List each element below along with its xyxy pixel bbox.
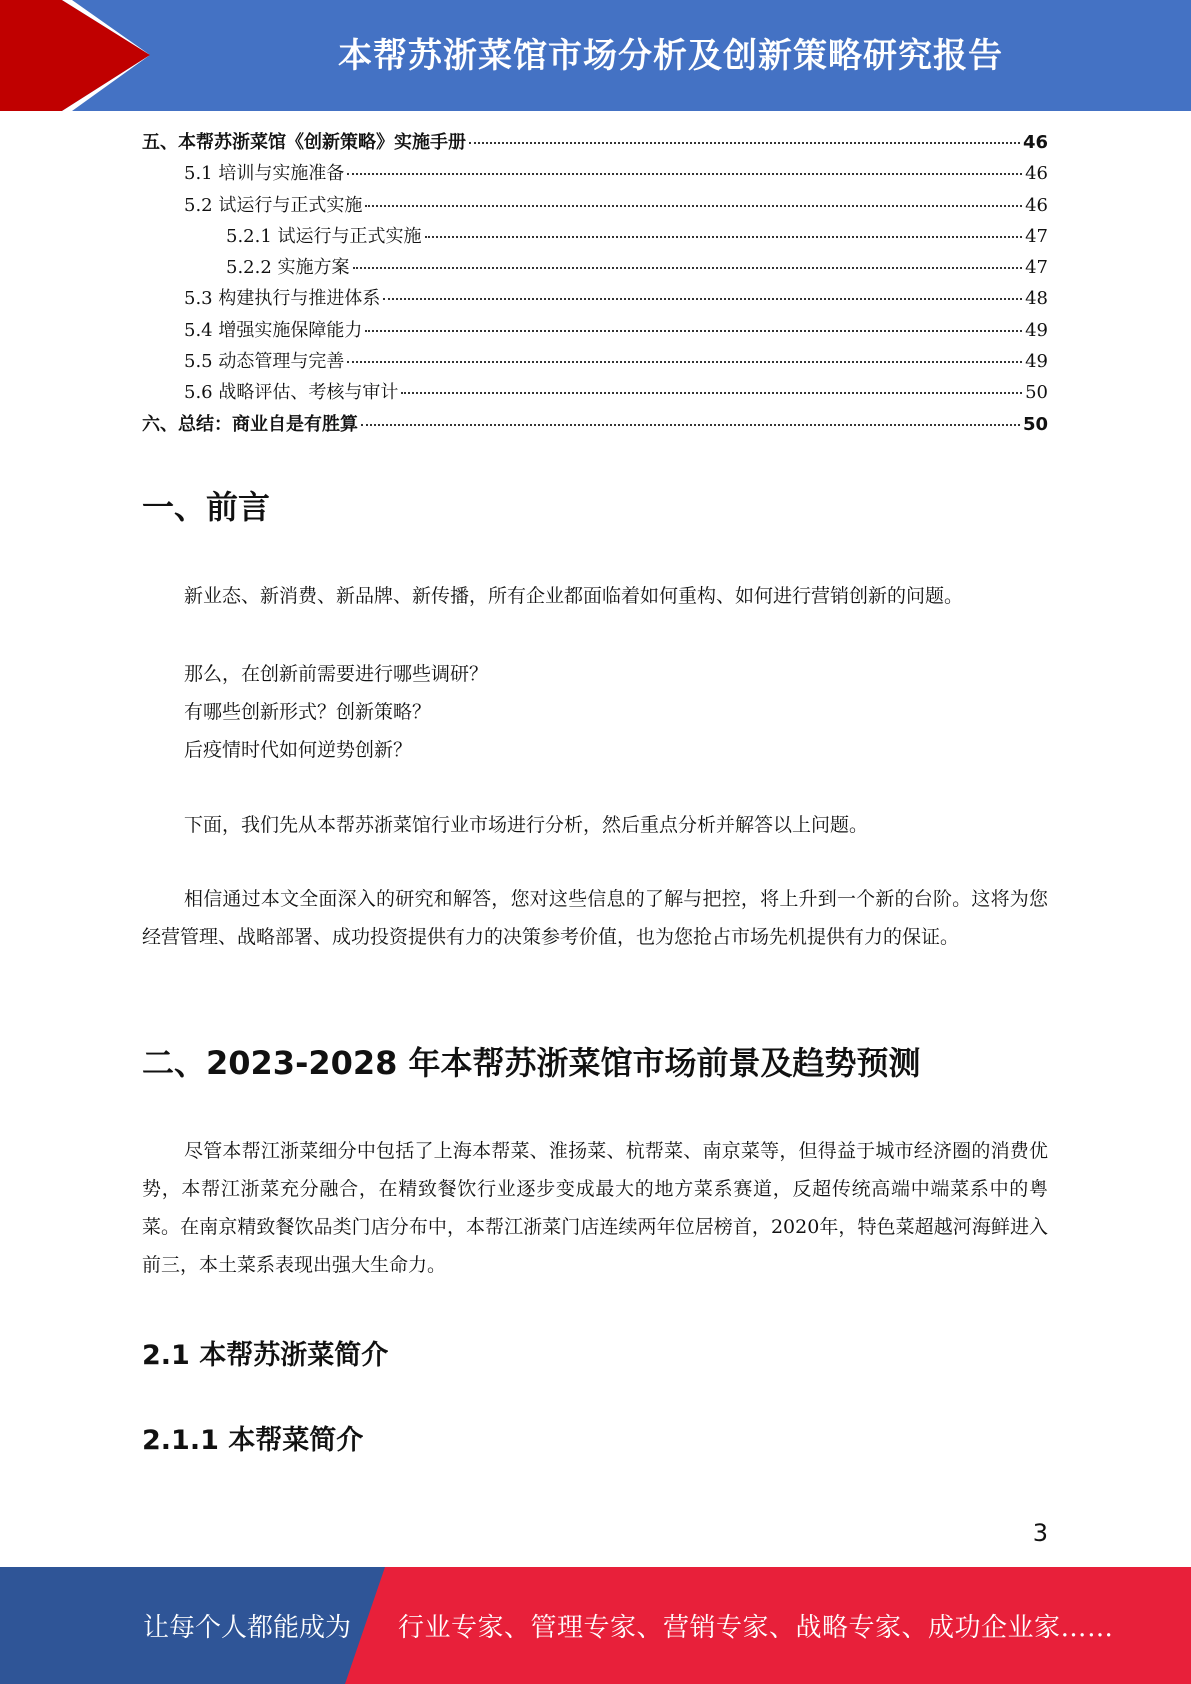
toc-leader	[469, 142, 1020, 144]
toc-entry[interactable]	[142, 378, 1048, 409]
toc-leader	[347, 361, 1022, 363]
toc-entry[interactable]	[142, 347, 1048, 378]
table-of-contents	[142, 128, 1048, 441]
toc-page: 49	[1025, 351, 1048, 373]
paragraph: 尽管本帮江浙菜细分中包括了上海本帮菜、淮扬菜、杭帮菜、南京菜等，但得益于城市经济圈的消费优势，本帮江浙菜充分融合，在精致餐饮行业逐步变成最大的地方菜系赛道，反超传统高端中端菜系中的粤菜。在南京精致餐饮品类门店分布中，本帮江浙菜门店连续两年位居榜首，2020年，特色菜超越河海鲜进入前三，本土菜系表现出强大生命力。	[142, 1140, 1048, 1276]
toc-page: 49	[1025, 319, 1048, 341]
toc-label: 5.5 动态管理与完善	[184, 351, 345, 373]
toc-page: 50	[1025, 382, 1048, 404]
subsection-heading: 2.1 本帮苏浙菜简介	[142, 1340, 389, 1371]
toc-leader	[401, 392, 1022, 394]
section-heading-forecast: 二、2023-2028 年本帮苏浙菜馆市场前景及趋势预测	[142, 1044, 921, 1082]
question-line: 后疫情时代如何逆势创新？	[184, 739, 413, 761]
toc-page: 46	[1025, 194, 1048, 216]
toc-page: 48	[1025, 288, 1048, 310]
toc-label: 5.2.2 实施方案	[226, 257, 350, 279]
footer-banner	[0, 1567, 1191, 1684]
toc-entry[interactable]	[142, 284, 1048, 315]
toc-entry[interactable]	[142, 159, 1048, 190]
question-line: 有哪些创新形式？创新策略？	[184, 701, 432, 723]
toc-label: 5.2.1 试运行与正式实施	[226, 225, 422, 247]
toc-label: 5.1 培训与实施准备	[184, 163, 345, 185]
question-line: 那么，在创新前需要进行哪些调研？	[184, 663, 489, 685]
report-title: 本帮苏浙菜馆市场分析及创新策略研究报告	[338, 35, 1003, 76]
section-heading-preface: 一、前言	[142, 488, 271, 526]
chevron-arrow-icon	[0, 0, 150, 111]
toc-label: 五、本帮苏浙菜馆《创新策略》实施手册	[142, 132, 466, 153]
toc-leader	[361, 424, 1020, 426]
toc-leader	[425, 236, 1023, 238]
toc-leader	[383, 298, 1022, 300]
toc-label: 5.6 战略评估、考核与审计	[184, 382, 399, 404]
toc-entry[interactable]	[142, 191, 1048, 222]
toc-entry[interactable]	[142, 128, 1048, 159]
footer-slogan-left: 让每个人都能成为	[143, 1613, 352, 1643]
toc-page: 46	[1025, 163, 1048, 185]
toc-leader	[365, 330, 1022, 332]
paragraph: 新业态、新消费、新品牌、新传播，所有企业都面临着如何重构、如何进行营销创新的问题。	[184, 585, 964, 607]
toc-leader	[353, 267, 1023, 269]
toc-entry[interactable]	[142, 253, 1048, 284]
toc-page: 47	[1025, 257, 1048, 279]
toc-entry[interactable]	[142, 222, 1048, 253]
toc-leader	[365, 205, 1022, 207]
toc-entry[interactable]	[142, 316, 1048, 347]
toc-leader	[347, 173, 1022, 175]
toc-page: 47	[1025, 225, 1048, 247]
toc-page: 50	[1022, 413, 1048, 435]
header-banner	[0, 0, 1191, 111]
toc-label: 5.4 增强实施保障能力	[184, 319, 363, 341]
paragraph: 相信通过本文全面深入的研究和解答，您对这些信息的了解与把控，将上升到一个新的台阶。这将为您经营管理、战略部署、成功投资提供有力的决策参考价值，也为您抢占市场先机提供有力的保证。	[142, 888, 1048, 948]
paragraph: 下面，我们先从本帮苏浙菜馆行业市场进行分析，然后重点分析并解答以上问题。	[184, 814, 869, 836]
subsection-heading: 2.1.1 本帮菜简介	[142, 1425, 364, 1456]
toc-label: 六、总结：商业自是有胜算	[142, 413, 358, 435]
page-number: 3	[1032, 1519, 1048, 1547]
toc-label: 5.2 试运行与正式实施	[184, 194, 363, 216]
toc-label: 5.3 构建执行与推进体系	[184, 288, 381, 310]
toc-entry[interactable]	[142, 410, 1048, 441]
toc-page: 46	[1022, 132, 1048, 153]
footer-slogan-right: 行业专家、管理专家、营销专家、战略专家、成功企业家……	[398, 1613, 1114, 1643]
